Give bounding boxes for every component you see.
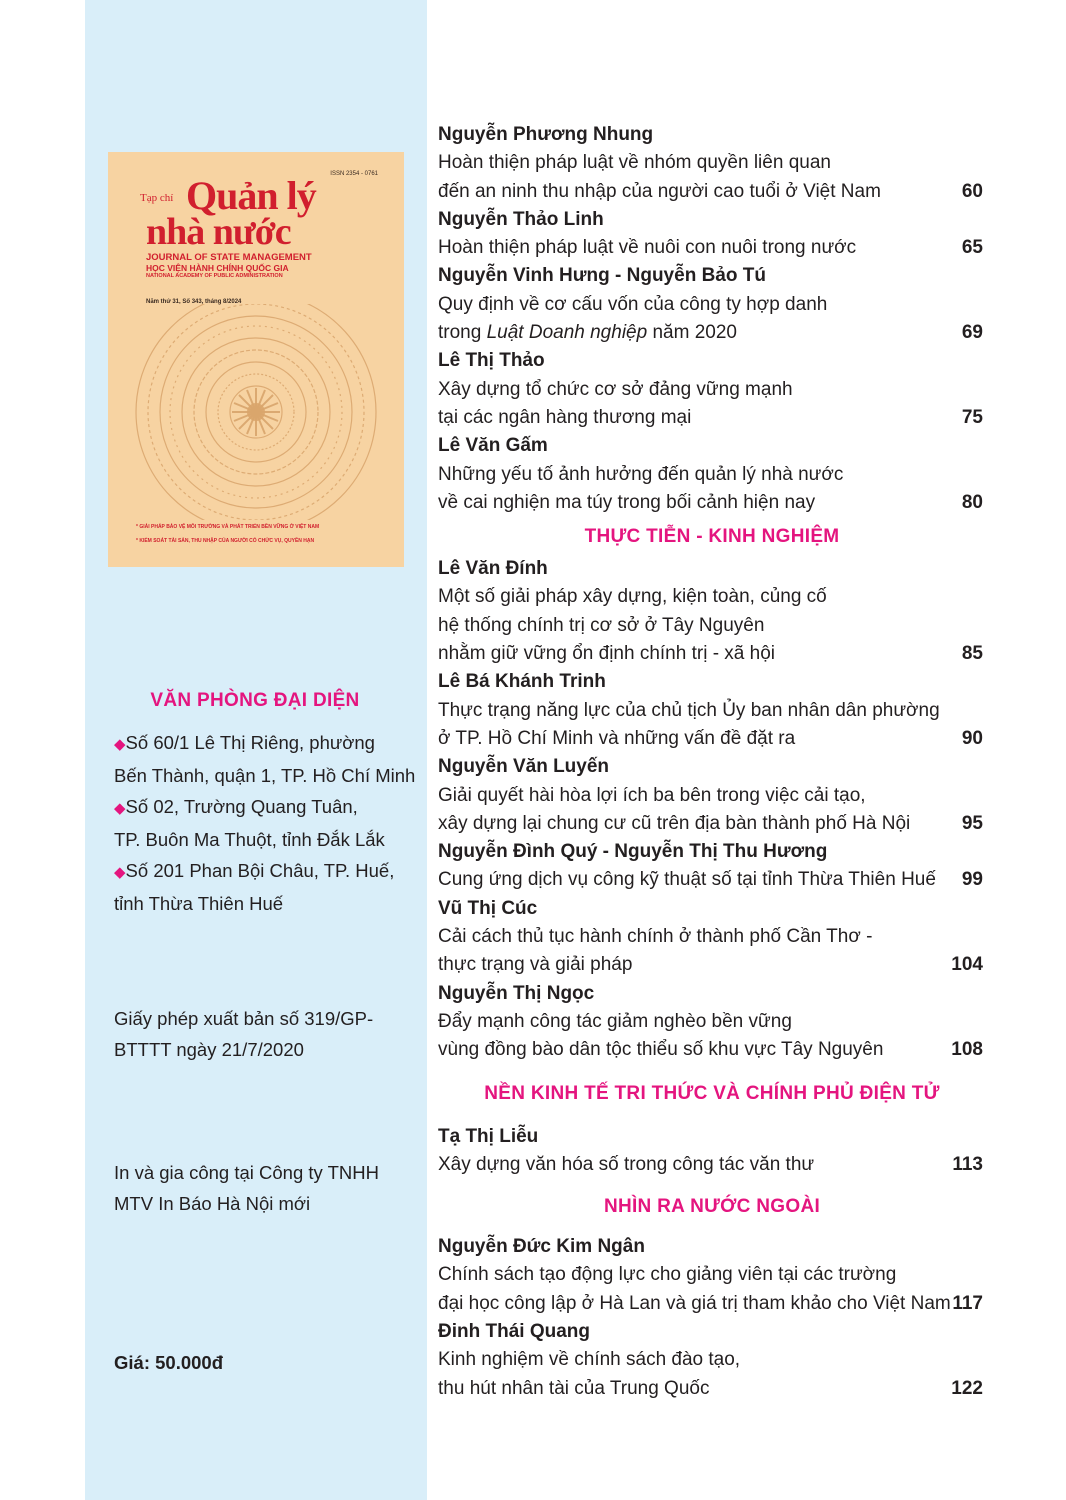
toc-author: Nguyễn Thảo Linh bbox=[438, 208, 604, 230]
toc-author: Vũ Thị Cúc bbox=[438, 897, 538, 919]
toc-page-number: 95 bbox=[961, 812, 983, 834]
toc-title-line: Giải quyết hài hòa lợi ích ba bên trong việc cải tạo, bbox=[438, 784, 866, 806]
toc-page-number: 75 bbox=[961, 406, 983, 428]
cover-subtitle-academy: NATIONAL ACADEMY OF PUBLIC ADMINISTRATION bbox=[146, 273, 283, 279]
address2-line1: ◆Số 02, Trường Quang Tuân, bbox=[114, 796, 358, 817]
toc-title-line: thực trạng và giải pháp 104 bbox=[438, 951, 986, 979]
toc-page-number: 85 bbox=[961, 643, 983, 665]
toc-title-line: đến an ninh thu nhập của người cao tuổi ở Việt Nam 60 bbox=[438, 178, 986, 206]
toc-title-line: Xây dựng tổ chức cơ sở đảng vững mạnh bbox=[438, 378, 793, 400]
toc-author: Nguyễn Vinh Hưng - Nguyễn Bảo Tú bbox=[438, 265, 766, 287]
toc-page-number: 117 bbox=[952, 1292, 983, 1314]
price: Giá: 50.000đ bbox=[114, 1352, 224, 1373]
toc-author: Nguyễn Phương Nhung bbox=[438, 124, 654, 145]
toc-author: Nguyễn Thị Ngọc bbox=[438, 982, 595, 1004]
section-heading-knowledge-economy: NỀN KINH TẾ TRI THỨC VÀ CHÍNH PHỦ ĐIỆN TỬ bbox=[484, 1082, 940, 1104]
toc-page-number: 65 bbox=[961, 237, 983, 259]
address3-line1: ◆Số 201 Phan Bội Châu, TP. Huế, bbox=[114, 860, 395, 881]
toc-title-line: thu hút nhân tài của Trung Quốc 122 bbox=[438, 1375, 986, 1403]
toc-title-line: Thực trạng năng lực của chủ tịch Ủy ban nhân dân phường bbox=[438, 699, 940, 721]
cover-subtitle-vn: HỌC VIỆN HÀNH CHÍNH QUỐC GIA bbox=[146, 263, 289, 273]
cover-topic2: * KIỂM SOÁT TÀI SẢN, THU NHẬP CỦA NGƯỜI CÓ CHỨC VỤ, QUYỀN HẠN bbox=[136, 538, 315, 544]
toc-author: Nguyễn Văn Luyến bbox=[438, 756, 610, 778]
address2-line2: TP. Buôn Ma Thuột, tỉnh Đắk Lắk bbox=[114, 829, 385, 850]
toc-page-number: 69 bbox=[961, 322, 983, 344]
toc-title-line: ở TP. Hồ Chí Minh và những vấn đề đặt ra 90 bbox=[438, 725, 986, 753]
toc-title-line: Kinh nghiệm về chính sách đào tạo, bbox=[438, 1349, 741, 1371]
printer-line2: MTV In Báo Hà Nội mới bbox=[114, 1193, 311, 1214]
section-heading-international: NHÌN RA NƯỚC NGOÀI bbox=[603, 1196, 821, 1218]
table-of-contents bbox=[438, 121, 986, 1403]
toc-page-number: 90 bbox=[961, 727, 983, 749]
office-addresses bbox=[114, 727, 432, 919]
toc-title-line: Xây dựng văn hóa số trong công tác văn thư 113 bbox=[438, 1151, 986, 1179]
diamond-bullet-icon: ◆ bbox=[114, 800, 126, 817]
office-heading: VĂN PHÒNG ĐẠI DIỆN bbox=[150, 690, 360, 711]
toc-author: Nguyễn Đức Kim Ngân bbox=[438, 1236, 645, 1258]
address3-line2: tỉnh Thừa Thiên Huế bbox=[114, 893, 284, 914]
toc-title-line: xây dựng lại chung cư cũ trên địa bàn thành phố Hà Nội 95 bbox=[438, 810, 986, 838]
toc-author: Lê Văn Gấm bbox=[438, 435, 548, 457]
cover-topic1: * GIẢI PHÁP BẢO VỆ MÔI TRƯỜNG VÀ PHÁT TRIỂN BỀN VỮNG Ở VIỆT NAM bbox=[136, 524, 320, 530]
toc-title-line: Cung ứng dịch vụ công kỹ thuật số tại tỉnh Thừa Thiên Huế 99 bbox=[438, 866, 986, 894]
toc-title-line: Quy định về cơ cấu vốn của công ty hợp danh bbox=[438, 293, 828, 315]
toc-page-number: 108 bbox=[951, 1039, 983, 1061]
toc-author: Lê Văn Đính bbox=[438, 558, 548, 580]
toc-author: Nguyễn Đình Quý - Nguyễn Thị Thu Hương bbox=[438, 841, 828, 863]
toc-title-line: đại học công lập ở Hà Lan và giá trị tham khảo cho Việt Nam 117 bbox=[438, 1290, 986, 1318]
cover-issue: Năm thứ 31, Số 343, tháng 8/2024 bbox=[146, 299, 242, 305]
italic-law-name: Luật Doanh nghiệp bbox=[486, 322, 648, 344]
toc-title-line: nhằm giữ vững ổn định chính trị - xã hội 85 bbox=[438, 640, 986, 668]
toc-title-line: Hoàn thiện pháp luật về nuôi con nuôi trong nước 65 bbox=[438, 234, 986, 262]
address1-line1: ◆Số 60/1 Lê Thị Riêng, phường bbox=[114, 732, 375, 753]
license-line1: Giấy phép xuất bản số 319/GP- bbox=[114, 1008, 374, 1029]
toc-page-number: 99 bbox=[961, 869, 983, 891]
toc-author: Đinh Thái Quang bbox=[438, 1320, 590, 1342]
toc-title-line: trong Luật Doanh nghiệp năm 2020 69 bbox=[438, 319, 986, 347]
toc-title-line: Chính sách tạo động lực cho giảng viên tại các trường bbox=[438, 1264, 897, 1286]
toc-page-number: 104 bbox=[951, 954, 983, 976]
diamond-bullet-icon: ◆ bbox=[114, 736, 126, 753]
toc-author: Tạ Thị Liễu bbox=[438, 1125, 539, 1147]
cover-title-line2: nhà nước bbox=[146, 211, 291, 253]
toc-author: Lê Thị Thảo bbox=[438, 350, 545, 372]
printer-line1: In và gia công tại Công ty TNHH bbox=[114, 1162, 379, 1183]
section-heading-practice: THỰC TIỄN - KINH NGHIỆM bbox=[584, 526, 840, 548]
toc-title-line: Những yếu tố ảnh hưởng đến quản lý nhà nước bbox=[438, 463, 844, 485]
toc-author: Lê Bá Khánh Trinh bbox=[438, 671, 606, 693]
diamond-bullet-icon: ◆ bbox=[114, 864, 126, 881]
cover-issn: ISSN 2354 - 0761 bbox=[330, 171, 378, 177]
bronze-drum-illustration bbox=[130, 304, 382, 520]
toc-title-line: vùng đồng bào dân tộc thiểu số khu vực Tây Nguyên 108 bbox=[438, 1036, 986, 1064]
cover-tap-chi: Tạp chí bbox=[140, 192, 174, 204]
license-line2: BTTTT ngày 21/7/2020 bbox=[114, 1039, 304, 1060]
toc-title-line: Hoàn thiện pháp luật về nhóm quyền liên quan bbox=[438, 152, 831, 174]
toc-title-line: hệ thống chính trị cơ sở ở Tây Nguyên bbox=[438, 614, 765, 636]
toc-page-number: 122 bbox=[951, 1377, 983, 1399]
toc-title-line: Một số giải pháp xây dựng, kiện toàn, củng cố bbox=[438, 586, 827, 608]
cover-title-line1: Quản lý bbox=[186, 173, 316, 218]
toc-page-number: 80 bbox=[961, 491, 983, 513]
cover-subtitle-en: JOURNAL OF STATE MANAGEMENT bbox=[146, 252, 312, 263]
printer-info bbox=[114, 1157, 432, 1219]
license-info bbox=[114, 1003, 432, 1065]
toc-title-line: Cải cách thủ tục hành chính ở thành phố Cần Thơ - bbox=[438, 926, 873, 948]
toc-title-line: về cai nghiện ma túy trong bối cảnh hiện nay 80 bbox=[438, 489, 986, 517]
toc-title-line: tại các ngân hàng thương mại 75 bbox=[438, 404, 986, 432]
toc-title-line: Đẩy mạnh công tác giảm nghèo bền vững bbox=[438, 1010, 792, 1032]
address1-line2: Bến Thành, quận 1, TP. Hồ Chí Minh bbox=[114, 765, 416, 786]
magazine-cover bbox=[108, 152, 404, 567]
toc-page-number: 113 bbox=[952, 1153, 983, 1175]
toc-page-number: 60 bbox=[961, 180, 983, 202]
